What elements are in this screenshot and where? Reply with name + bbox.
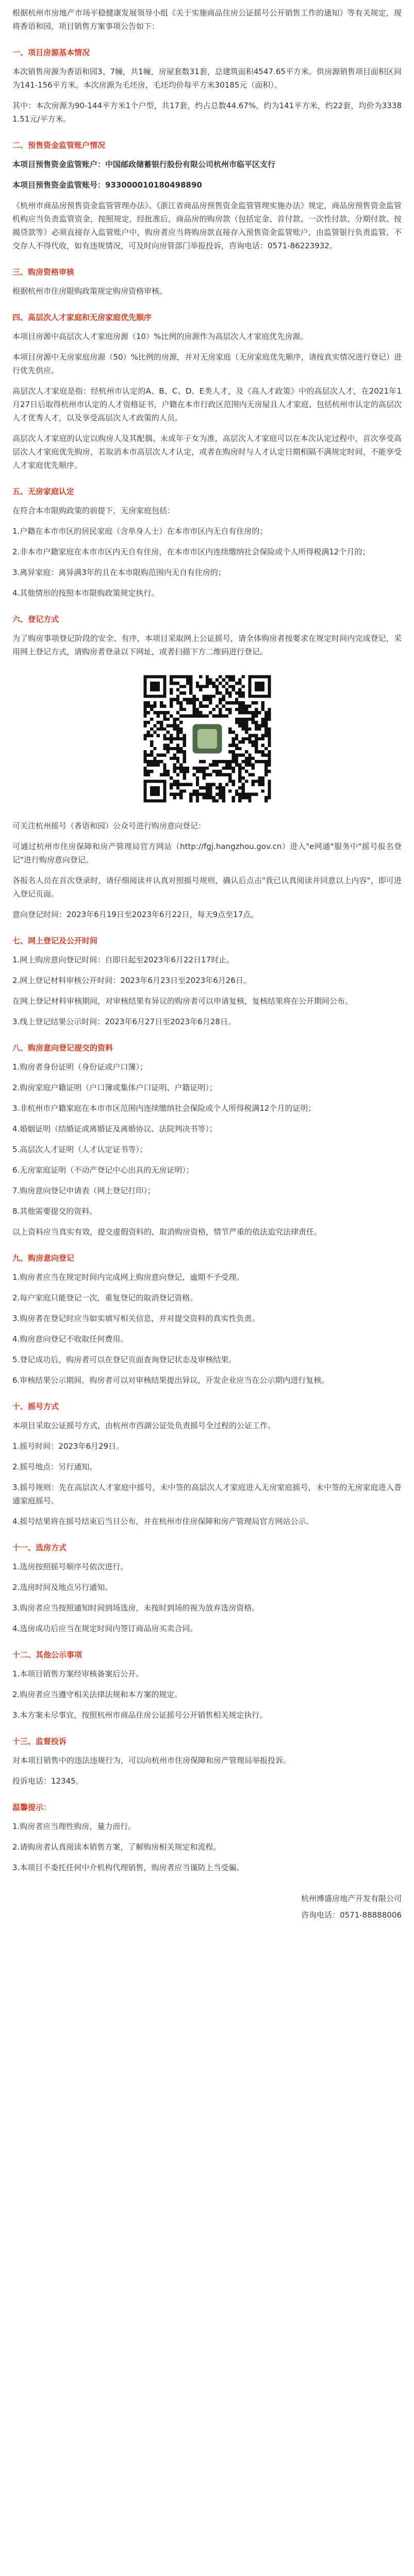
paragraph: 8.其他需要提交的资料。 [12, 1207, 97, 1216]
section-title: 七、网上登记及公开时间 [12, 936, 98, 945]
section-eligibility [12, 266, 402, 298]
paragraph: 5.高层次人才证明（人才认定证书等）； [12, 1145, 147, 1154]
section-selection [12, 1541, 402, 1635]
section-online-registration-time [12, 935, 402, 1028]
paragraph: 3.购房者在登记时应当如实填写相关信息，并对提交资料的真实性负责。 [12, 1314, 260, 1323]
paragraph: 2.选房时间及地点另行通知。 [12, 1583, 113, 1592]
paragraph: 为了购房事项登记阶段的安全、有序，本项目采取网上公证摇号，请全体购房者按要求在规定时间内完成登记，采用网上登记方式，请购房者登录以下网址，或者扫描下方二维码进行登记。 [12, 634, 402, 656]
paragraph: 2.每户家庭只能登记一次，重复登记的取消登记资格。 [12, 1293, 198, 1302]
escrow-bank: 本项目预售资金监管账户：中国邮政储蓄银行股份有限公司杭州市临平区支行 [12, 160, 276, 169]
section-title: 一、项目房源基本情况 [12, 48, 90, 57]
paragraph: 1.购房者身份证明（身份证或户口簿）； [12, 1062, 147, 1072]
paragraph: 1.购房者应当理性购房，量力而行。 [12, 1822, 136, 1831]
paragraph: 本次销售房源为香语和园3、7幢，共1幢，房屋套数31套，总建筑面积4547.65平方米。供房源销售项目面积区间为141-156平方米。本次房源为毛坯房，毛坯均价每平方米30185元（面积）。 [12, 67, 402, 90]
paragraph: 3.离异家庭：离异满3年的且在本市限购范围内无自有住房的； [12, 568, 226, 577]
paragraph: 本项目房源中高层次人才家庭房源（10）%比例的房源作为高层次人才家庭优先房源。 [12, 332, 308, 341]
paragraph: 3.非杭州市户籍家庭在本市市区范围内连续缴纳社会保险或个人所得税满12个月的证明； [12, 1104, 316, 1113]
paragraph: 3.本方案未尽事宜，按照杭州市商品住房公证摇号公开销售相关规定执行。 [12, 1710, 268, 1720]
paragraph: 1.网上购房意向登记时间：自即日起至2023年6月22日17时止。 [12, 955, 235, 964]
section-tips [12, 1801, 402, 1874]
paragraph: 1.本项目销售方案经审核备案后公开。 [12, 1669, 144, 1679]
contact-phone: 咨询电话：0571-88888006 [301, 1910, 402, 1920]
section-title: 九、购房意向登记 [12, 1253, 75, 1263]
section-title: 温馨提示： [12, 1803, 52, 1812]
paragraph: 《杭州市商品房预售资金监管管理办法》、《浙江省商品房预售资金监管管理实施办法》规定，商品房预售资金监管机构应当负责监管资金，按照规定，经批准后，商品房的购房款（包括定金、首付款、一次性付款、分期付款、按揭贷款等）必须直接存入监管账户中，购房者应当将购房款直接存入预售资金监管账户，由监管银行负责监管，不交存人不得代收，如有违规情况，可及时向房管部门举报投诉，咨询电话：0571-86223932。 [12, 201, 402, 250]
paragraph: 本项目采取公证摇号方式，由杭州市西湖公证处负责摇号全过程的公证工作。 [12, 1421, 276, 1430]
paragraph: 6.无房家庭证明（不动产登记中心出具的无房证明）； [12, 1165, 194, 1175]
section-escrow-account [12, 139, 402, 252]
paragraph: 3.线上登记结果公示时间：2023年6月27日至2023年6月28日。 [12, 1017, 236, 1026]
paragraph: 5.登记成功后，购房者可以在登记页面查询登记状态及审核结果。 [12, 1355, 237, 1364]
paragraph: 1.户籍在本市市区的居民家庭（含单身人士）在本市市区内无自有住房的； [12, 527, 268, 536]
section-registration-channels [12, 819, 402, 921]
qr-code-icon [140, 672, 274, 806]
paragraph: 可通过杭州市住房保障和房产管理局官方网站（http://fgj.hangzhou.gov.cn）进入"e网通"服务中"摇号报名登记"进行购房意向登记。 [12, 842, 402, 865]
paragraph: 高层次人才家庭是指：经杭州市认定的A、B、C、D、E类人才，及《高人才政策》中的高层次人才，在2021年1月27日后取得杭州市认定的人才资格证书，户籍在本市行政区范围内无房屋且人才家庭、包括杭州市认定的高层次人才优秀人才，以及享受高层次人才政策的人员。 [12, 386, 402, 422]
paragraph: 根据杭州市住房限购政策规定购房资格审核。 [12, 286, 168, 296]
section-title: 十三、监督投诉 [12, 1737, 67, 1746]
section-title: 六、登记方式 [12, 615, 59, 624]
escrow-account-number: 本项目预售资金监管账号：933000010180498890 [12, 180, 202, 190]
section-priority [12, 311, 402, 472]
signature-block [12, 1892, 402, 1922]
registration-time: 意向登记时间：2023年6月19日至2023年6月22日，每天9点至17点。 [12, 910, 259, 919]
paragraph: 2.网上登记材料审核公开时间：2023年6月23日至2023年6月26日。 [12, 976, 251, 985]
paragraph: 7.购房意向登记申请表（网上登记打印）； [12, 1186, 155, 1195]
section-title: 二、预售资金监管账户情况 [12, 141, 106, 150]
section-other-notices [12, 1649, 402, 1722]
paragraph: 6.审核结果公示期间，购房者可以对审核结果提出异议，开发企业应当在公示期内进行复核。 [12, 1376, 329, 1385]
paragraph: 4.摇号结果将在摇号结束后当日公布，并在杭州市住房保障和房产管理局官方网站公示。 [12, 1517, 314, 1526]
paragraph: 4.其他情形的按照本市限购政策规定执行。 [12, 588, 159, 598]
section-registration-method [12, 613, 402, 658]
paragraph: 在网上登记材料审核期间，对审核结果有异议的购房者可以申请复核，复核结果将在公开期间公布。 [12, 996, 353, 1006]
paragraph: 4.婚姻证明（结婚证或离婚证及离婚协议、法院判决书等）； [12, 1124, 217, 1133]
section-title: 十一、选房方式 [12, 1543, 67, 1552]
section-title: 四、高层次人才家庭和无房家庭优先顺序 [12, 313, 152, 322]
paragraph: 以上资料应当真实有效，提交虚假资料的，取消购房资格，情节严重的依法追究法律责任。 [12, 1227, 322, 1236]
paragraph: 4.购房意向登记不收取任何费用。 [12, 1334, 128, 1344]
paragraph: 3.本项目不委托任何中介机构代理销售，购房者应当谨防上当受骗。 [12, 1863, 244, 1872]
paragraph: 1.摇号时间：2023年6月29日。 [12, 1442, 124, 1451]
qr-code[interactable] [12, 672, 402, 806]
section-no-house-family [12, 485, 402, 600]
section-title: 十二、其他公示事项 [12, 1650, 82, 1659]
section-title: 八、购房意向登记提交的资料 [12, 1043, 113, 1053]
paragraph: 3.购房者应当按照通知时间到场选房，未按时到场的视为放弃选房资格。 [12, 1603, 260, 1613]
section-complaints [12, 1735, 402, 1788]
section-project-info [12, 46, 402, 126]
section-title: 三、购房资格审核 [12, 267, 75, 277]
paragraph: 2.请购房者认真阅读本销售方案，了解购房相关规定和流程。 [12, 1842, 221, 1852]
paragraph: 2.摇号地点：另行通知。 [12, 1462, 97, 1471]
section-title: 十、摇号方式 [12, 1402, 59, 1411]
paragraph: 1.选房按照摇号顺序号依次进行。 [12, 1562, 128, 1571]
paragraph: 2.购房者应当遵守相关法律法规和本方案的规定。 [12, 1690, 183, 1699]
paragraph: 3.摇号规则：先在高层次人才家庭中摇号，未中签的高层次人才家庭进入无房家庭摇号，未中签的无房家庭进入普通家庭摇号。 [12, 1483, 402, 1505]
section-required-documents [12, 1042, 402, 1239]
paragraph: 本项目房源中无房家庭房源（50）%比例的房源，并对无房家庭（无房家庭优先顺序，请按真实情况进行登记）进行优先供应。 [12, 352, 402, 375]
paragraph: 高层次人才家庭的认定以购房人及其配偶、未成年子女为准，高层次人才家庭可以在本次认定过程中，首次享受高层次人才家庭优先购房，若取消本市高层次人才认定，或者在购房时与人才认定日期相隔不满规定时间，不能享受人才家庭优先顺序。 [12, 434, 402, 470]
paragraph: 其中：本次房源为90-144平方米1个户型，共17套，约占总数44.67%，约为141平方米，约22套，均价为33381.51元/平方米。 [12, 101, 402, 124]
intro-paragraph: 根据杭州市房地产市场平稳健康发展领导小组《关于实施商品住房公证摇号公开销售工作的通知》等有关规定，现将香语和园，项目销售方案事项公告如下： [12, 8, 402, 31]
paragraph: 在符合本市限购政策的前提下，无房家庭包括： [12, 506, 175, 515]
paragraph: 可关注杭州摇号（香语和园）公众号进行购房意向登记： [12, 821, 206, 831]
paragraph: 2.购房家庭户籍证明（户口簿或集体户口证明、户籍证明）； [12, 1083, 217, 1092]
paragraph: 1.购房者应当在规定时间内完成网上购房意向登记，逾期不予受理。 [12, 1273, 244, 1282]
paragraph: 投诉电话：12345。 [12, 1776, 84, 1786]
section-intent-registration [12, 1252, 402, 1387]
section-lottery [12, 1400, 402, 1528]
paragraph: 2.非本市户籍家庭在本市市区内无自有住房，在本市市区内连续缴纳社会保险或个人所得税满12个月的； [12, 547, 370, 556]
paragraph: 对本项目销售中的违法违规行为，可以向杭州市住房保障和房产管理局举报投诉。 [12, 1756, 291, 1765]
paragraph: 各报名人员在首次登录时，请仔细阅读并认真对照摇号规则，确认后点击"我已认真阅读并同意以上内容"，即可进入登记页面。 [12, 876, 402, 899]
paragraph: 4.选房成功后应当在规定时间内签订商品房买卖合同。 [12, 1624, 198, 1633]
section-title: 五、无房家庭认定 [12, 487, 75, 496]
company-name: 杭州博盛房地产开发有限公司 [301, 1894, 402, 1903]
